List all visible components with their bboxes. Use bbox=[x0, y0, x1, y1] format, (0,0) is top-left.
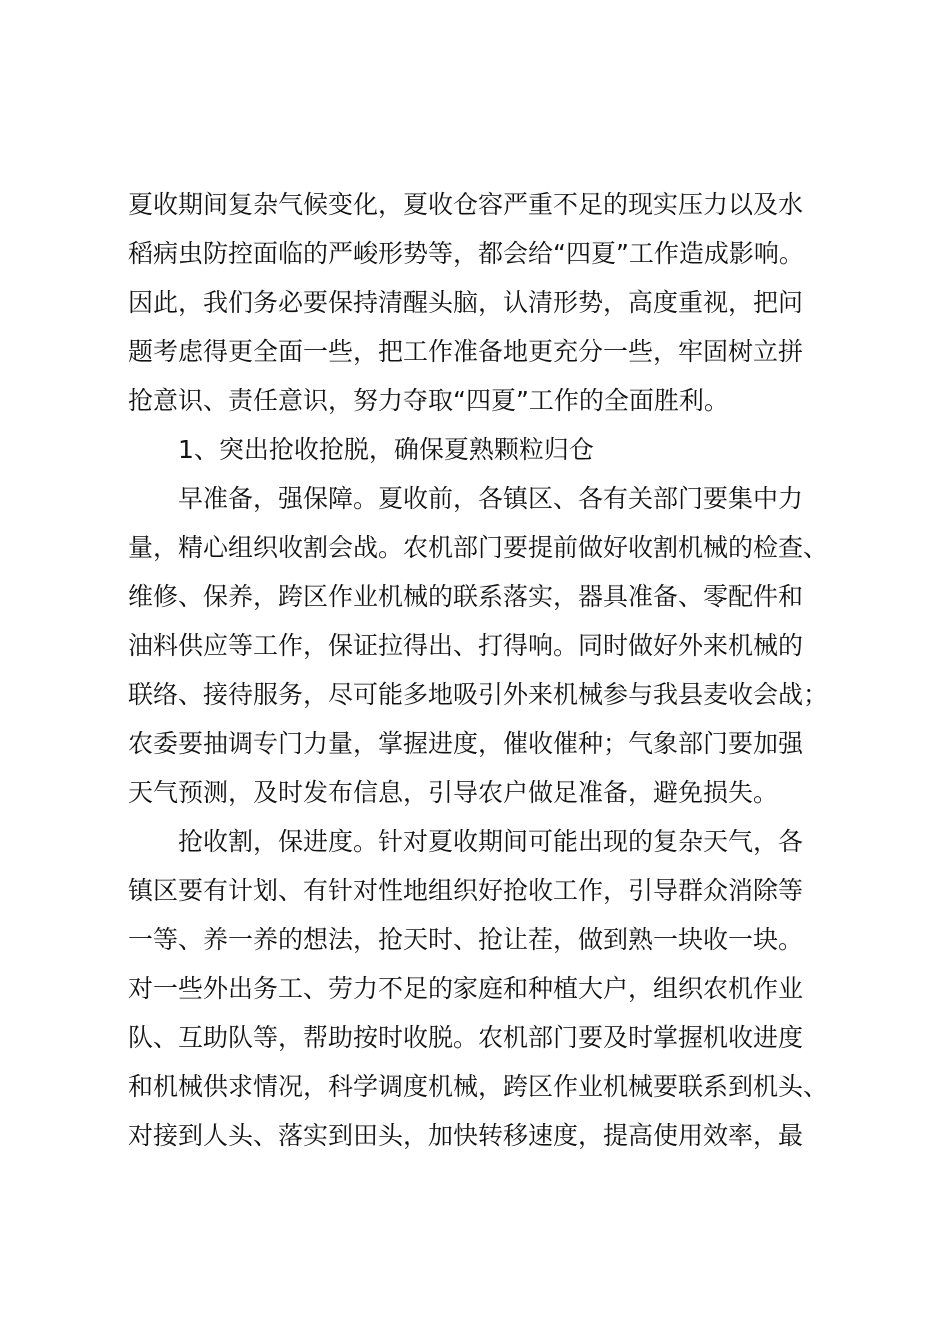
text-line: 联络、接待服务，尽可能多地吸引外来机械参与我县麦收会战； bbox=[128, 680, 829, 709]
paragraph-start: 早准备，强保障。夏收前，各镇区、各有关部门要集中力 bbox=[178, 484, 804, 513]
text-line: 对一些外出务工、劳力不足的家庭和种植大户，组织农机作业 bbox=[128, 974, 804, 1003]
text-line: 题考虑得更全面一些，把工作准备地更充分一些，牢固树立拼 bbox=[128, 337, 804, 366]
text-line: 镇区要有计划、有针对性地组织好抢收工作，引导群众消除等 bbox=[128, 876, 804, 905]
text-line: 量，精心组织收割会战。农机部门要提前做好收割机械的检查、 bbox=[128, 533, 829, 562]
text-line: 一等、养一养的想法，抢天时、抢让茬，做到熟一块收一块。 bbox=[128, 925, 804, 954]
section-heading: 1、突出抢收抢脱，确保夏熟颗粒归仓 bbox=[178, 435, 594, 464]
text-line: 维修、保养，跨区作业机械的联系落实，器具准备、零配件和 bbox=[128, 582, 804, 611]
text-line: 和机械供求情况，科学调度机械，跨区作业机械要联系到机头、 bbox=[128, 1072, 829, 1101]
text-line: 抢意识、责任意识，努力夺取“四夏”工作的全面胜利。 bbox=[128, 386, 729, 415]
text-line: 农委要抽调专门力量，掌握进度，催收催种；气象部门要加强 bbox=[128, 729, 804, 758]
paragraph-start: 抢收割，保进度。针对夏收期间可能出现的复杂天气，各 bbox=[178, 827, 804, 856]
body-text bbox=[128, 180, 858, 1160]
text-line: 天气预测，及时发布信息，引导农户做足准备，避免损失。 bbox=[128, 778, 779, 807]
text-line: 稻病虫防控面临的严峻形势等，都会给“四夏”工作造成影响。 bbox=[128, 239, 804, 268]
text-line: 因此，我们务必要保持清醒头脑，认清形势，高度重视，把问 bbox=[128, 288, 804, 317]
text-line: 油料供应等工作，保证拉得出、打得响。同时做好外来机械的 bbox=[128, 631, 804, 660]
text-line: 队、互助队等，帮助按时收脱。农机部门要及时掌握机收进度 bbox=[128, 1023, 804, 1052]
text-line: 夏收期间复杂气候变化，夏收仓容严重不足的现实压力以及水 bbox=[128, 190, 804, 219]
text-line: 对接到人头、落实到田头，加快转移速度，提高使用效率，最 bbox=[128, 1121, 804, 1150]
